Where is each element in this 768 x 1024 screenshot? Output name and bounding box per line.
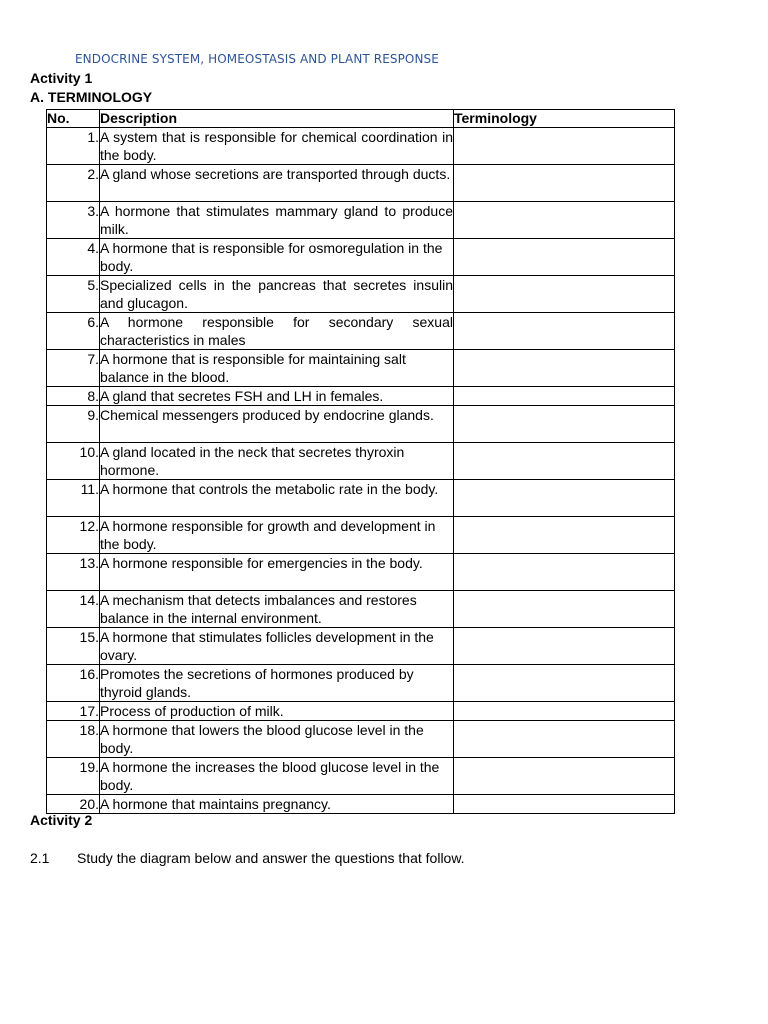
row-number: 3. xyxy=(47,202,100,239)
table-header-row xyxy=(47,110,675,128)
table-row xyxy=(47,517,675,554)
row-number: 6. xyxy=(47,313,100,350)
row-terminology-answer[interactable] xyxy=(454,443,675,480)
row-terminology-answer[interactable] xyxy=(454,406,675,443)
row-terminology-answer[interactable] xyxy=(454,350,675,387)
row-number: 9. xyxy=(47,406,100,443)
row-description: A hormone that is responsible for maintaining salt balance in the blood. xyxy=(100,350,454,387)
row-description: A hormone responsible for emergencies in the body. xyxy=(100,554,454,591)
row-number: 13. xyxy=(47,554,100,591)
row-number: 12. xyxy=(47,517,100,554)
table-row xyxy=(47,128,675,165)
row-description: Process of production of milk. xyxy=(100,702,454,721)
row-number: 5. xyxy=(47,276,100,313)
row-description: A hormone the increases the blood glucose level in the body. xyxy=(100,758,454,795)
table-row xyxy=(47,758,675,795)
row-description: A gland whose secretions are transported through ducts. xyxy=(100,165,454,202)
question-number: 2.1 xyxy=(30,850,50,866)
row-terminology-answer[interactable] xyxy=(454,758,675,795)
terminology-table xyxy=(46,109,675,814)
document-header: ENDOCRINE SYSTEM, HOMEOSTASIS AND PLANT RESPONSE xyxy=(75,52,439,66)
table-row xyxy=(47,554,675,591)
table-row xyxy=(47,443,675,480)
row-terminology-answer[interactable] xyxy=(454,795,675,814)
table-row xyxy=(47,702,675,721)
activity-1-heading: Activity 1 xyxy=(30,70,93,86)
table-row xyxy=(47,795,675,814)
row-terminology-answer[interactable] xyxy=(454,202,675,239)
row-number: 10. xyxy=(47,443,100,480)
row-number: 4. xyxy=(47,239,100,276)
row-terminology-answer[interactable] xyxy=(454,387,675,406)
table-row xyxy=(47,387,675,406)
row-number: 7. xyxy=(47,350,100,387)
table-row xyxy=(47,202,675,239)
table-row xyxy=(47,350,675,387)
header-no: No. xyxy=(47,110,100,128)
table-row xyxy=(47,480,675,517)
activity-2-heading: Activity 2 xyxy=(30,812,93,828)
row-description: A mechanism that detects imbalances and restores balance in the internal environment. xyxy=(100,591,454,628)
row-description: A hormone that is responsible for osmoregulation in the body. xyxy=(100,239,454,276)
row-terminology-answer[interactable] xyxy=(454,517,675,554)
row-terminology-answer[interactable] xyxy=(454,165,675,202)
row-number: 11. xyxy=(47,480,100,517)
row-number: 14. xyxy=(47,591,100,628)
row-terminology-answer[interactable] xyxy=(454,702,675,721)
row-number: 15. xyxy=(47,628,100,665)
row-description: A hormone that stimulates follicles development in the ovary. xyxy=(100,628,454,665)
row-number: 17. xyxy=(47,702,100,721)
row-description: Chemical messengers produced by endocrine glands. xyxy=(100,406,454,443)
row-number: 2. xyxy=(47,165,100,202)
row-description: A hormone that maintains pregnancy. xyxy=(100,795,454,814)
header-terminology: Terminology xyxy=(454,110,675,128)
row-terminology-answer[interactable] xyxy=(454,554,675,591)
table-row xyxy=(47,406,675,443)
row-terminology-answer[interactable] xyxy=(454,665,675,702)
row-terminology-answer[interactable] xyxy=(454,313,675,350)
table-row xyxy=(47,276,675,313)
section-a-heading: A. TERMINOLOGY xyxy=(30,89,153,105)
row-number: 16. xyxy=(47,665,100,702)
row-terminology-answer[interactable] xyxy=(454,276,675,313)
row-description: A hormone that controls the metabolic rate in the body. xyxy=(100,480,454,517)
row-number: 1. xyxy=(47,128,100,165)
header-description: Description xyxy=(100,110,454,128)
row-terminology-answer[interactable] xyxy=(454,480,675,517)
table-row xyxy=(47,665,675,702)
table-row xyxy=(47,239,675,276)
row-description: A system that is responsible for chemical coordination in the body. xyxy=(100,129,453,163)
table-row xyxy=(47,628,675,665)
row-number: 20. xyxy=(47,795,100,814)
row-description: Promotes the secretions of hormones produced by thyroid glands. xyxy=(100,665,454,702)
row-number: 8. xyxy=(47,387,100,406)
row-terminology-answer[interactable] xyxy=(454,591,675,628)
table-row xyxy=(47,591,675,628)
row-number: 19. xyxy=(47,758,100,795)
row-description: A hormone responsible for growth and development in the body. xyxy=(100,517,454,554)
row-description: A hormone that stimulates mammary gland to produce milk. xyxy=(100,203,453,237)
table-row xyxy=(47,313,675,350)
question-text: Study the diagram below and answer the questions that follow. xyxy=(77,850,465,866)
row-terminology-answer[interactable] xyxy=(454,628,675,665)
row-terminology-answer[interactable] xyxy=(454,721,675,758)
table-row xyxy=(47,165,675,202)
row-description: A hormone that lowers the blood glucose level in the body. xyxy=(100,721,454,758)
row-description: A gland located in the neck that secretes thyroxin hormone. xyxy=(100,443,454,480)
row-description: A gland that secretes FSH and LH in females. xyxy=(100,387,454,406)
table-row xyxy=(47,721,675,758)
row-terminology-answer[interactable] xyxy=(454,239,675,276)
row-number: 18. xyxy=(47,721,100,758)
row-terminology-answer[interactable] xyxy=(454,128,675,165)
row-description: A hormone responsible for secondary sexual characteristics in males xyxy=(100,314,453,348)
row-description: Specialized cells in the pancreas that secretes insulin and glucagon. xyxy=(100,277,453,311)
